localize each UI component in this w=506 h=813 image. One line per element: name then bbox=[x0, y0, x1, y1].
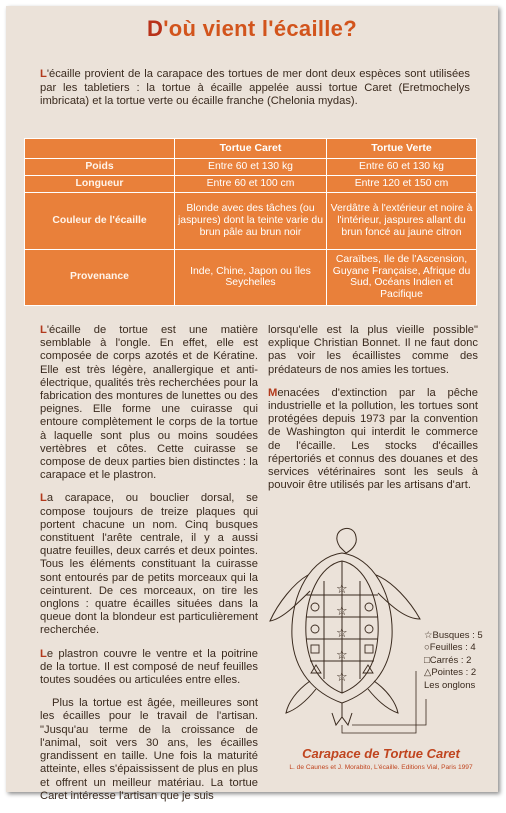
illustration-credit: L. de Caunes et J. Morabito, L'écaille. Editions Vial, Paris 1997 bbox=[289, 764, 473, 771]
intro-initial: L bbox=[40, 68, 47, 80]
illustration-caption: Carapace de Tortue Caret bbox=[302, 746, 460, 761]
paragraph-initial: M bbox=[268, 386, 278, 399]
svg-text:☆: ☆ bbox=[336, 626, 348, 641]
poster-panel bbox=[6, 6, 498, 802]
table-header-empty bbox=[25, 139, 175, 159]
title-rest: 'où vient l'écaille? bbox=[163, 16, 357, 41]
table-row bbox=[25, 193, 477, 249]
legend-triangle-icon: △ bbox=[424, 667, 432, 679]
paragraph-text: Plus la tortue est âgée, meilleures sont les écailles pour le travail de l'artisan. "Jusqu'au terme de la croissance de l'animal, soit vers 30 ans, les écailles grandissent en taille. Une fois la maturité atteinte, elles s'épaississent de plus en plus et offrent un meilleur matériau. La tortue Caret intéresse l'artisan que je suis bbox=[40, 697, 258, 802]
paragraph bbox=[40, 324, 258, 482]
table-row bbox=[25, 249, 477, 305]
cell-caret-poids: Entre 60 et 130 kg bbox=[175, 159, 327, 176]
paragraph-initial: L bbox=[40, 324, 47, 336]
body-column-left bbox=[40, 324, 258, 813]
title-initial: D bbox=[147, 16, 164, 41]
legend-item bbox=[424, 642, 483, 654]
legend-star-icon: ☆ bbox=[424, 630, 433, 641]
paragraph-initial: L bbox=[40, 492, 47, 505]
row-label-couleur: Couleur de l'écaille bbox=[25, 193, 175, 249]
svg-text:☆: ☆ bbox=[336, 582, 348, 597]
table-row bbox=[25, 159, 477, 176]
table-row bbox=[25, 176, 477, 193]
cell-caret-provenance: Inde, Chine, Japon ou îles Seychelles bbox=[175, 249, 327, 305]
comparison-table bbox=[24, 138, 477, 306]
svg-text:☆: ☆ bbox=[336, 648, 348, 663]
paragraph bbox=[40, 492, 258, 637]
legend-label: Pointes : 2 bbox=[431, 667, 477, 679]
paragraph-text: lorsqu'elle est la plus vieille possible" explique Christian Bonnet. Il ne faut donc pas voir les écaillistes comme des prédateurs de nos amies les tortues. bbox=[268, 324, 478, 376]
paragraph bbox=[40, 697, 258, 803]
legend-item bbox=[424, 680, 483, 692]
row-label-poids: Poids bbox=[25, 159, 175, 176]
legend-label: Feuilles : 4 bbox=[429, 642, 476, 654]
paragraph-initial: L bbox=[40, 647, 47, 660]
legend-square-icon: □ bbox=[424, 654, 430, 666]
paragraph-text: a carapace, ou bouclier dorsal, se compose toujours de treize plaques qui portent chacune un nom. Cinq busques constituent l'arête centrale, il y a aussi quatre feuilles, deux carrés et deux pointes. Tous les éléments constituant la cuirasse sont entourés par de petits morceaux qui la ceinturent. De ces morceaux, on tire les onglons : quatre écailles situées dans la queue dont la blondeur est particulièrement recherchée. bbox=[40, 492, 258, 637]
table-header-caret: Tortue Caret bbox=[175, 139, 327, 159]
row-label-provenance: Provenance bbox=[25, 249, 175, 305]
paragraph bbox=[268, 324, 478, 377]
intro-paragraph bbox=[40, 68, 470, 109]
cell-verte-provenance: Caraïbes, Ile de l'Ascension, Guyane Française, Afrique du Sud, Océans Indien et Pacifique bbox=[327, 249, 477, 305]
carapace-legend bbox=[424, 630, 483, 692]
legend-label: Les onglons bbox=[424, 679, 476, 691]
cell-verte-couleur: Verdâtre à l'extérieur et noire à l'intérieur, jaspures allant du brun foncé au jaune citron bbox=[327, 193, 477, 249]
legend-label: Busques : 5 bbox=[432, 630, 483, 641]
svg-text:☆: ☆ bbox=[336, 670, 348, 685]
cell-verte-longueur: Entre 120 et 150 cm bbox=[327, 176, 477, 193]
paragraph-text: 'écaille de tortue est une matière semblable à l'ongle. En effet, elle est composée de corps azotés et de Kératine. Elle est très légère, anallergique et anti-électrique, qualités très recherchées pour la fabrication des montures de lunettes ou des peignes. Elle forme une cuirasse qui entoure complètement le corps de la tortue à laquelle sont plus ou moins soudées vertèbres et côtes. Cette cuirasse se compose de deux parties bien distinctes : la carapace et le plastron. bbox=[40, 324, 258, 482]
table-header-row bbox=[25, 139, 477, 159]
legend-item bbox=[424, 630, 483, 642]
legend-label: Carrés : 2 bbox=[429, 654, 472, 666]
intro-text: 'écaille provient de la carapace des tortues de mer dont deux espèces sont utilisées par les tabletiers : la tortue à écaille appelée aussi tortue Caret (Eretmochelys imbricata) et la tortue verte ou écaille franche (Chelonia mydas). bbox=[40, 68, 470, 108]
paragraph-text: e plastron couvre le ventre et la poitrine de la tortue. Il est composé de neuf feuilles toutes soudées ou articulées entre elles. bbox=[40, 647, 258, 687]
cell-caret-longueur: Entre 60 et 100 cm bbox=[175, 176, 327, 193]
cell-verte-poids: Entre 60 et 130 kg bbox=[327, 159, 477, 176]
svg-text:☆: ☆ bbox=[336, 604, 348, 619]
row-label-longueur: Longueur bbox=[25, 176, 175, 193]
legend-item bbox=[424, 667, 483, 679]
page-title bbox=[6, 16, 498, 42]
legend-item bbox=[424, 655, 483, 667]
paragraph bbox=[268, 387, 478, 493]
paragraph-text: enacées d'extinction par la pêche industrielle et la pollution, les tortues sont protégées depuis 1973 par la convention de Washington qui interdit le commerce de l'écaille. Les stocks d'écailles répertoriés et connus des douanes et des services vétérinaires sont les seuls à pouvoir être utilisés par les artisans d'art. bbox=[268, 386, 478, 492]
body-column-right bbox=[268, 324, 478, 502]
paragraph bbox=[40, 648, 258, 688]
cell-caret-couleur: Blonde avec des tâches (ou jaspures) dont la teinte varie du brun pâle au brun noir bbox=[175, 193, 327, 249]
legend-circle-icon: ○ bbox=[424, 642, 430, 654]
table-header-verte: Tortue Verte bbox=[327, 139, 477, 159]
